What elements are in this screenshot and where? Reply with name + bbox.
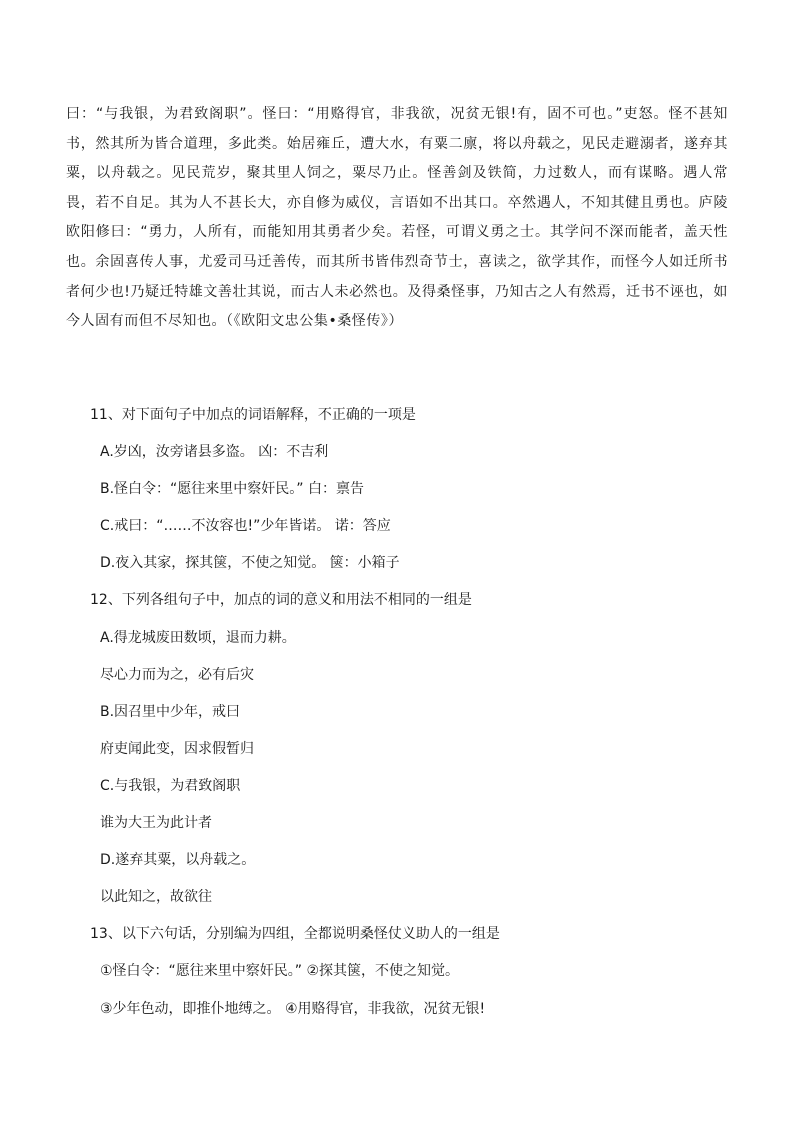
passage-text: 曰：“与我银，为君致阁职”。怪曰：“用赂得官，非我欲，况贫无银!有，固不可也。”吏怒。怪不甚知书，然其所为皆合道理，多此类。始居雍丘，遭大水，有粟二廪，将以舟载之，见民走避溺者，遂弃其粟，以舟载之。见民荒岁，聚其里人饲之，粟尽乃止。怪善剑及铁简，力过数人，而有谋略。遇人常畏，若不自足。其为人不甚长大，亦自修为威仪，言语如不出其口。卒然遇人，不知其健且勇也。庐陵欧阳修曰：“勇力，人所有，而能知用其勇者少矣。若怪，可谓义勇之士。其学问不深而能者，盖天性也。余固喜传人事，尤爱司马迁善传，而其所书皆伟烈奇节士，喜读之，欲学其作，而怪今人如迁所书者何少也!乃疑迁特雄文善壮其说，而古人未必然也。及得桑怪事，乃知古之人有然焉，迁书不诬也，如今人固有而但不尽知也。（《欧阳文忠公集•桑怪传》） [66,106,728,330]
question-12-option-a: A.得龙城废田数顷，退而力耕。 [100,629,296,646]
question-12-option-a-pair: 尽心力而为之，必有后灾 [100,666,254,683]
question-12-option-c-pair: 谁为大王为此计者 [100,815,212,832]
question-11-option-c: C.戒曰：“……不汝容也!”少年皆诺。 诺：答应 [100,518,391,535]
question-11-option-b: B.怪白令：“愿往来里中察奸民。” 白：禀告 [100,481,365,498]
questions-block [90,397,740,1028]
question-12-option-d-pair: 以此知之，故欲往 [100,889,212,906]
question-11-option-a: A.岁凶，汝旁诸县多盗。 凶：不吉利 [100,444,329,461]
question-12-option-d: D.遂弃其粟，以舟载之。 [100,852,256,869]
question-12-option-b: B.因召里中少年，戒曰 [100,703,241,720]
question-12-stem: 12、下列各组句子中，加点的词的意义和用法不相同的一组是 [90,592,472,609]
passage-block [66,100,728,337]
question-12-option-b-pair: 府吏闻此变，因求假暂归 [100,740,254,757]
question-13-items-1-2: ①怪白令：“愿往来里中察奸民。” ②探其箧，不使之知觉。 [100,963,460,980]
question-12-option-c: C.与我银，为君致阁职 [100,777,241,794]
question-13-items-3-4: ③少年色动，即推仆地缚之。 ④用赂得官，非我欲，况贫无银! [100,1000,486,1017]
question-11-stem: 11、对下面句子中加点的词语解释，不正确的一项是 [90,407,416,423]
question-13-stem: 13、以下六句话，分别编为四组，全都说明桑怪仗义助人的一组是 [90,926,500,943]
question-11-option-d: D.夜入其家，探其箧，不使之知觉。 箧：小箱子 [100,555,400,572]
